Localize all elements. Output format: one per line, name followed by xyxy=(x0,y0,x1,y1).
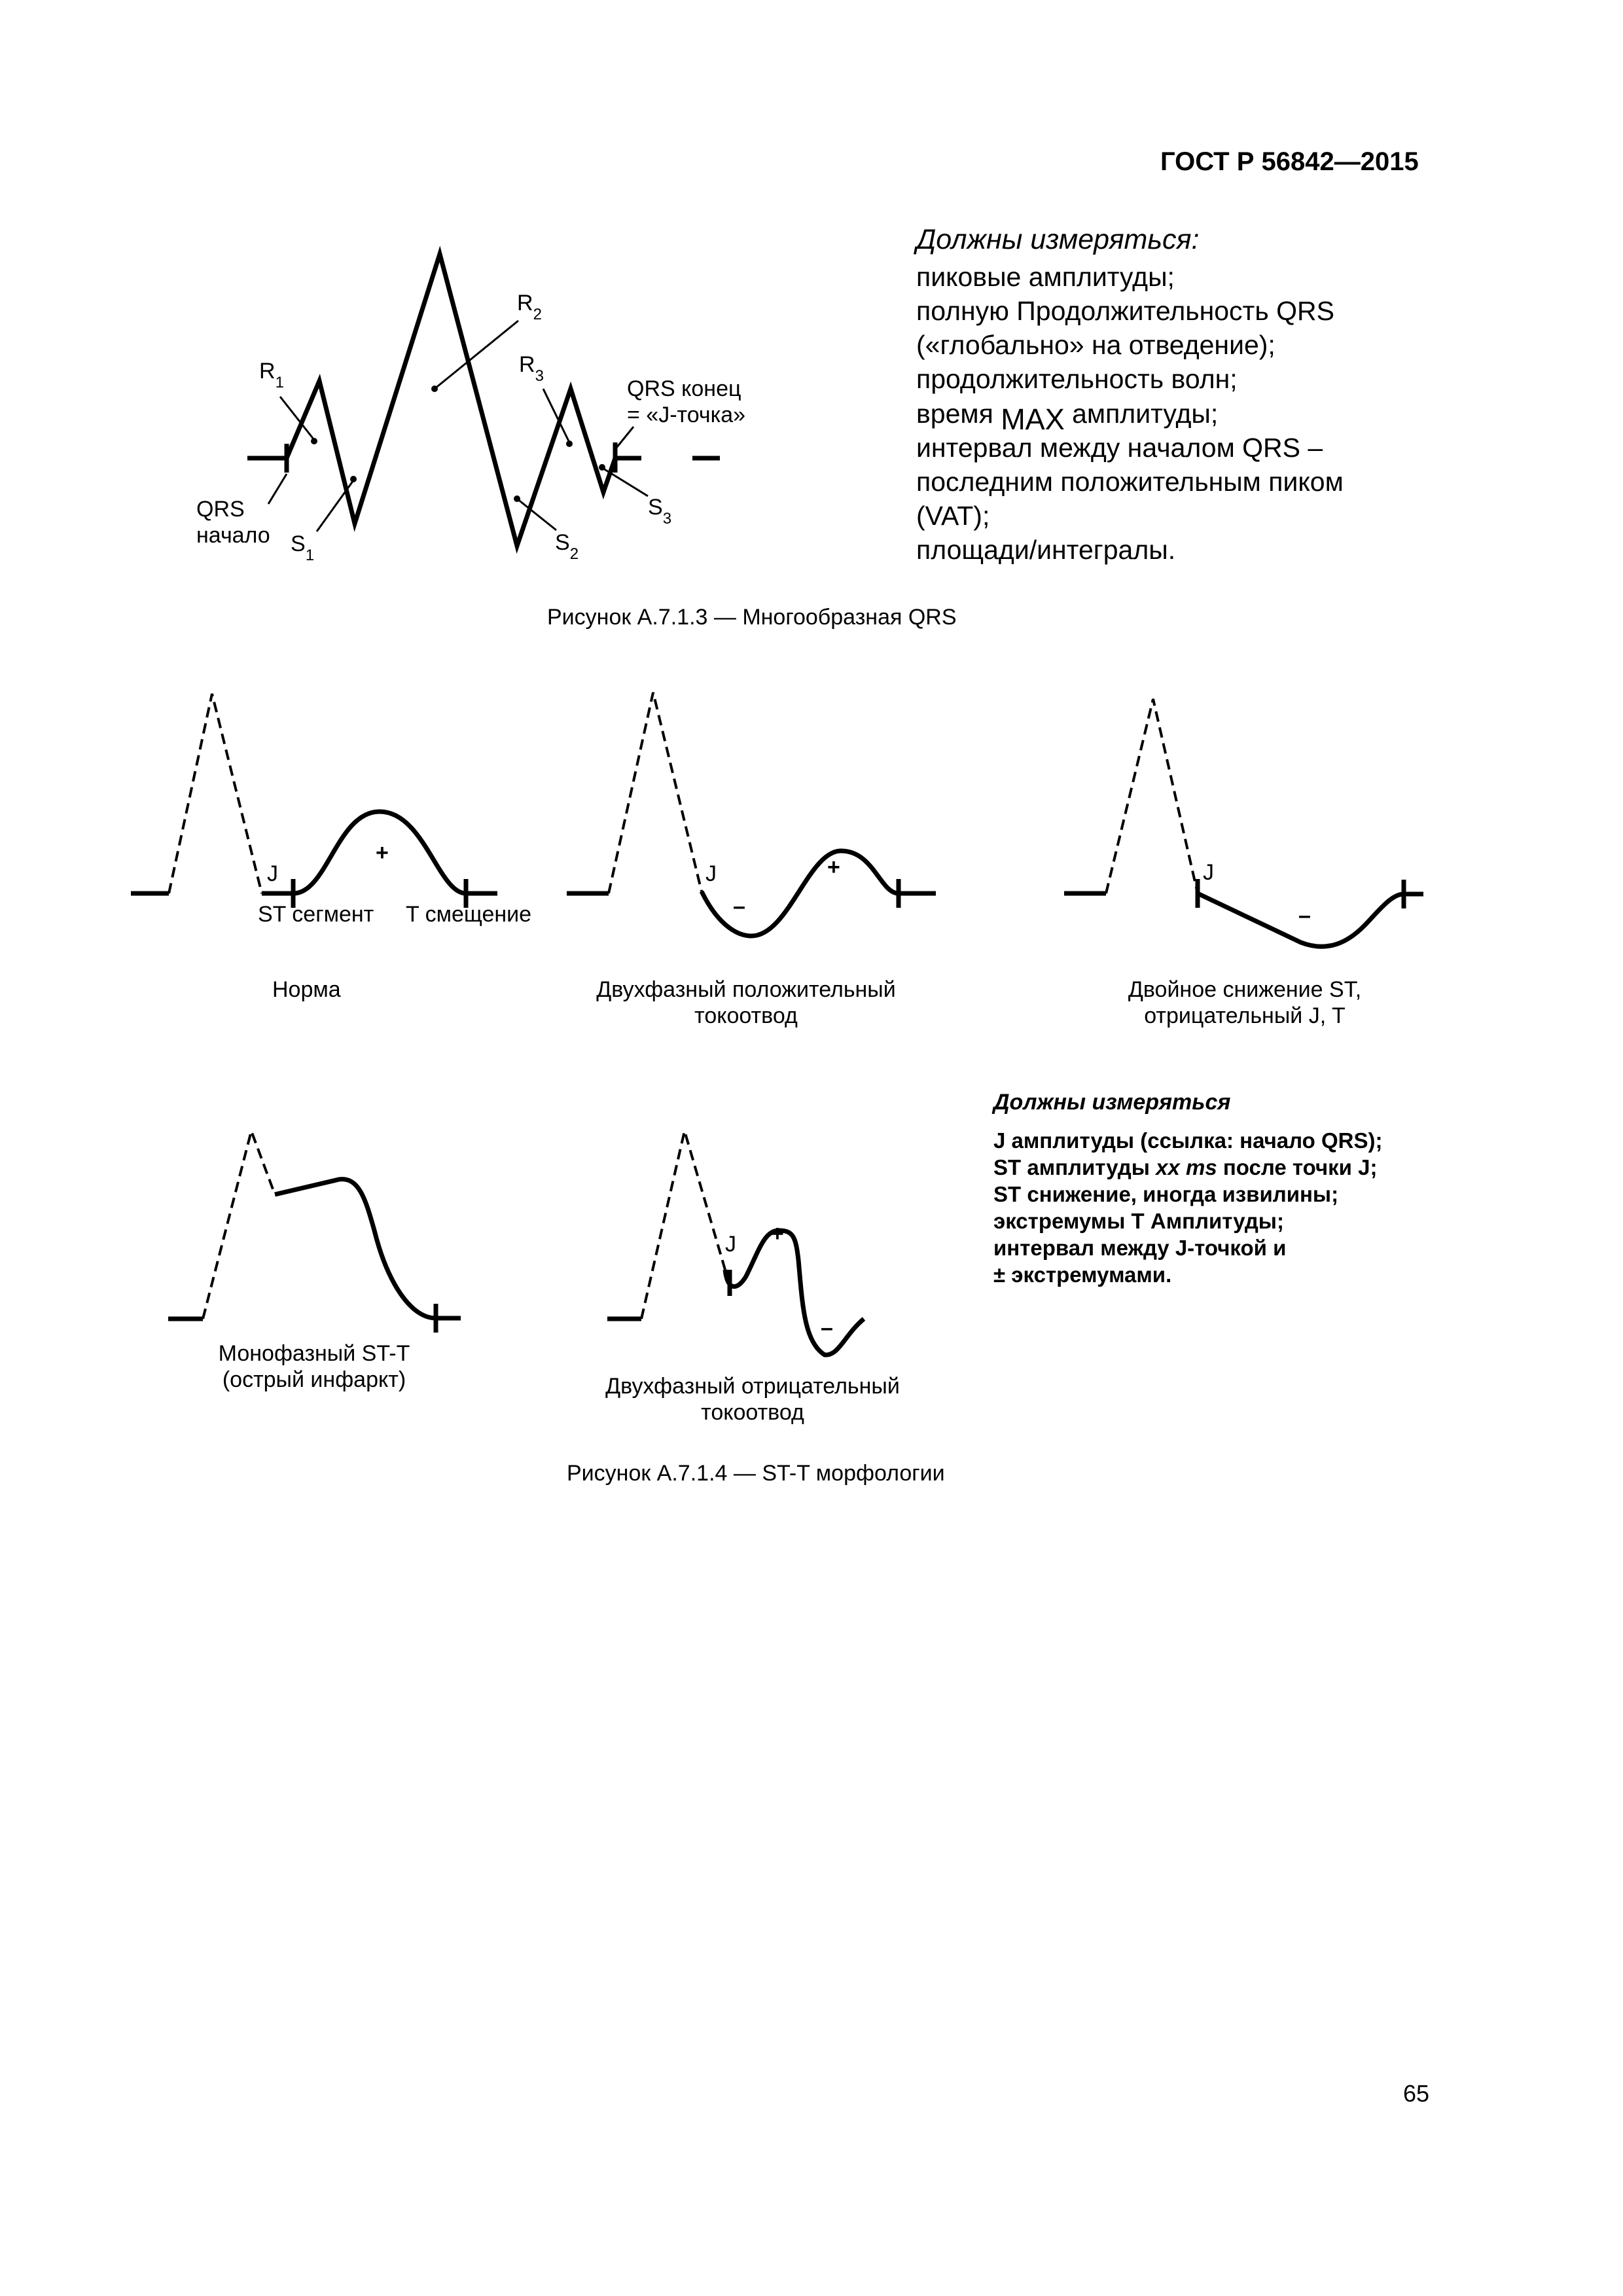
leader-s3 xyxy=(603,469,648,496)
measure-list-qrs xyxy=(916,260,1344,567)
measure-item: последним положительным пиком xyxy=(916,467,1344,497)
leader-qrs-start xyxy=(268,474,287,504)
leader-qrs-end xyxy=(616,427,633,448)
norm-label-plus: + xyxy=(376,840,389,865)
norm-label-st-segment: ST сегмент xyxy=(258,902,374,927)
dot-s2 xyxy=(514,495,520,502)
double-dep-name: Двойное снижение ST, отрицательный J, T xyxy=(1128,977,1362,1028)
qrs-complex-waveform xyxy=(287,254,615,546)
norm-label-j: J xyxy=(267,861,278,886)
measure-item: полную Продолжительность QRS xyxy=(916,296,1334,326)
biphasic-neg-label-j: J xyxy=(725,1232,736,1257)
measure-list-st-t xyxy=(993,1127,1382,1288)
measure-title-qrs: Должны измеряться: xyxy=(916,224,1200,255)
dot-r3 xyxy=(566,440,573,447)
label-qrs-end: QRS конец = «J-точка» xyxy=(627,376,746,427)
label-s1: $S_1$ xyxy=(291,531,315,564)
monophasic-name: Монофазный ST-T (острый инфаркт) xyxy=(218,1341,410,1392)
label-r3: $R_3$ xyxy=(519,352,544,385)
biphasic-neg-name: Двухфазный отрицательный токоотвод xyxy=(605,1374,900,1425)
measure-item: интервал между началом QRS – xyxy=(916,433,1323,463)
caption-a713: Рисунок А.7.1.3 — Многообразная QRS xyxy=(547,605,957,630)
label-r2: $R_2$ xyxy=(517,291,542,323)
label-s2: $S_2$ xyxy=(555,530,579,563)
measure-item-st: ST амплитуды xx ms после точки J; xyxy=(993,1155,1378,1179)
label-r1: $R_1$ xyxy=(259,359,284,391)
morphology-monophasic xyxy=(168,1131,461,1333)
measure-item: интервал между J-точкой и xyxy=(993,1236,1287,1260)
measure-item-time: время MAX амплитуды; xyxy=(916,399,1219,436)
measure-item: продолжительность волн; xyxy=(916,364,1238,394)
dot-s3 xyxy=(599,464,605,471)
biphasic-pos-label-j: J xyxy=(705,861,717,886)
document-header: ГОСТ Р 56842—2015 xyxy=(1160,147,1419,176)
measure-item: экстремумы Т Амплитуды; xyxy=(993,1209,1284,1233)
measure-item: (VAT); xyxy=(916,501,990,531)
label-qrs-start: QRS начало xyxy=(196,497,270,548)
biphasic-neg-label-plus: + xyxy=(771,1221,784,1246)
double-dep-label-minus: – xyxy=(1298,903,1311,928)
biphasic-pos-label-plus: + xyxy=(827,855,840,880)
measure-item: J амплитуды (ссылка: начало QRS); xyxy=(993,1128,1383,1153)
dot-s1 xyxy=(350,476,357,482)
measure-item: («глобально» на отведение); xyxy=(916,330,1275,360)
double-dep-label-j: J xyxy=(1203,860,1214,885)
norm-name: Норма xyxy=(272,977,341,1002)
morphology-biphasic-positive xyxy=(567,692,936,936)
measure-title-st-t: Должны измеряться xyxy=(993,1090,1231,1115)
label-s3: $S_3$ xyxy=(648,495,672,528)
dot-r2 xyxy=(431,386,438,392)
measure-item: площади/интегралы. xyxy=(916,535,1176,565)
leader-r2 xyxy=(435,321,518,389)
measure-item: ST снижение, иногда извилины; xyxy=(993,1182,1339,1206)
measure-item: ± экстремумами. xyxy=(993,1263,1172,1287)
morphology-norm xyxy=(131,694,497,908)
dot-r1 xyxy=(311,438,317,444)
biphasic-neg-label-minus: – xyxy=(821,1316,833,1340)
biphasic-pos-name: Двухфазный положительный токоотвод xyxy=(596,977,896,1028)
page-number: 65 xyxy=(1403,2080,1430,2107)
morphology-double-depression xyxy=(1064,699,1423,946)
biphasic-pos-label-minus: – xyxy=(733,894,745,919)
leader-s1 xyxy=(317,480,353,531)
caption-a714: Рисунок А.7.1.4 — ST-T морфологии xyxy=(567,1461,945,1486)
norm-label-t-shift: T смещение xyxy=(406,902,532,927)
measure-item: пиковые амплитуды; xyxy=(916,262,1175,292)
